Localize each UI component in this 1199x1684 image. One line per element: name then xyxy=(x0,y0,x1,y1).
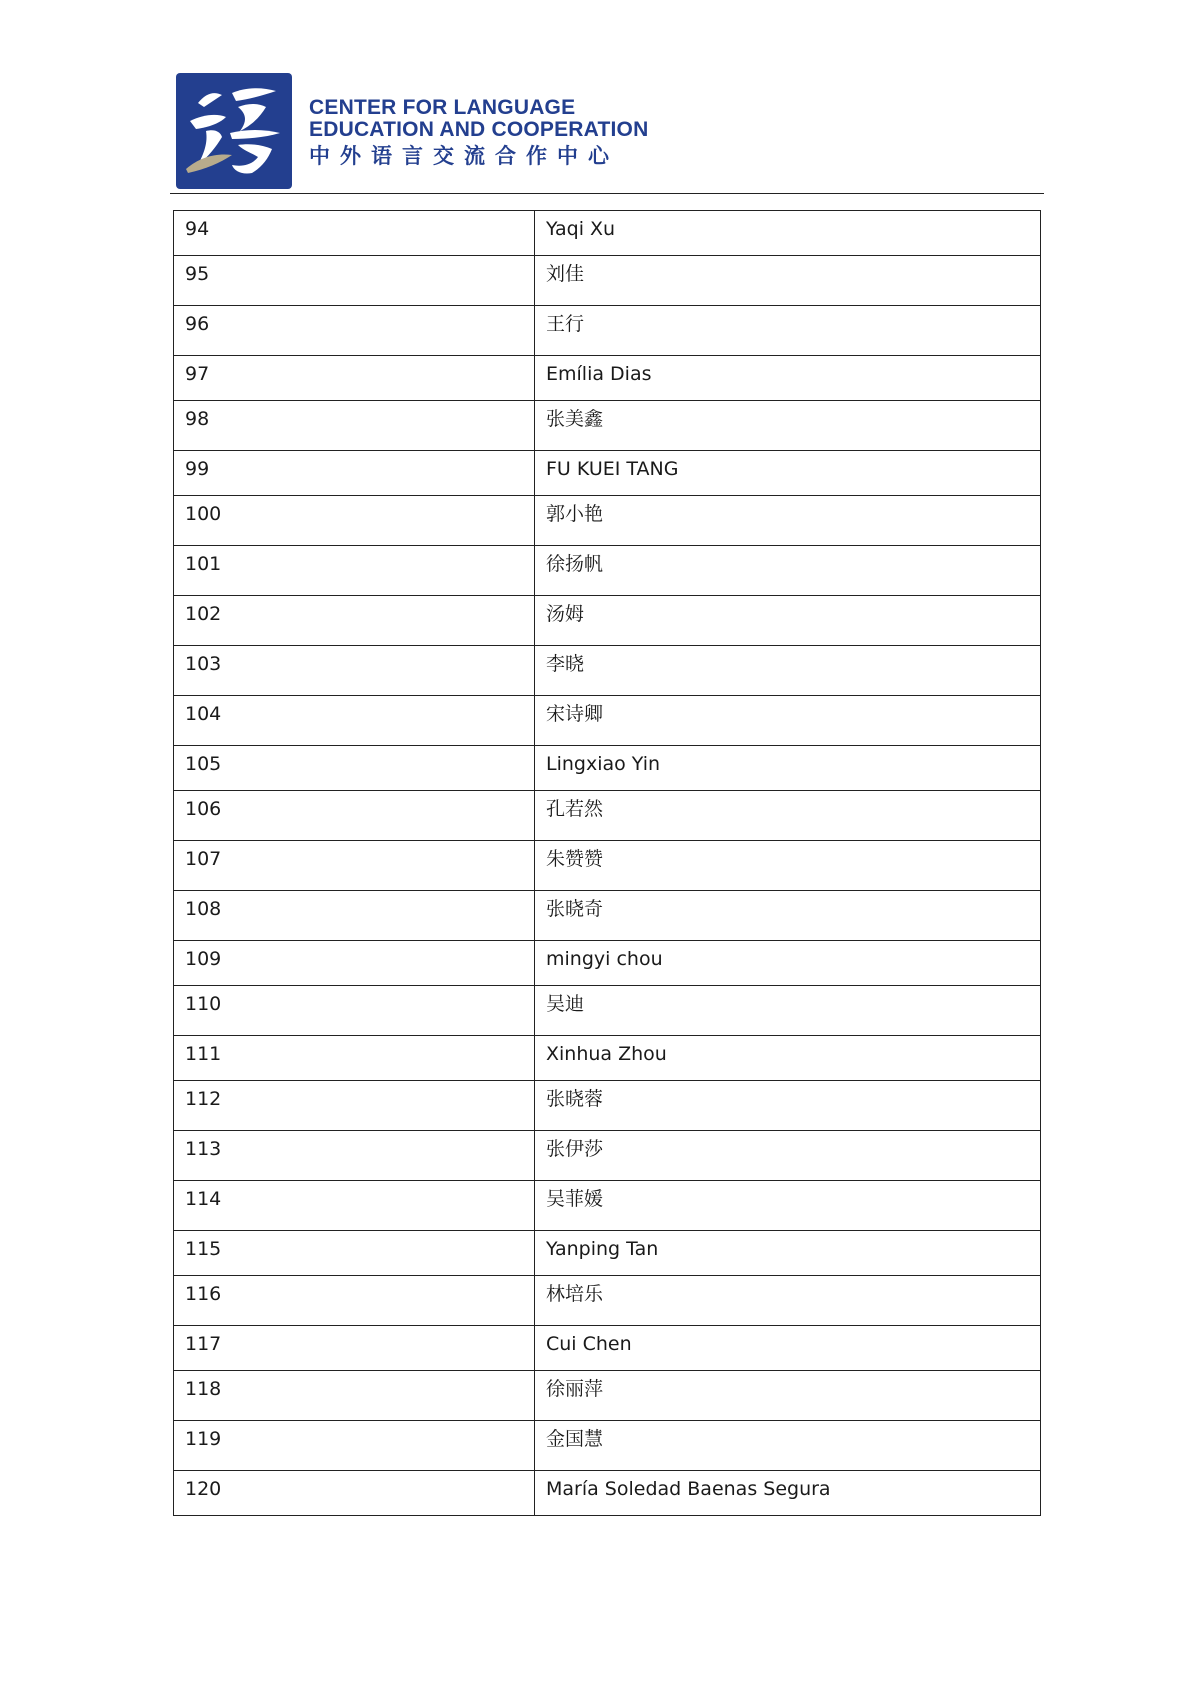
participant-name-cell: 吴迪 xyxy=(535,986,1041,1036)
table-row xyxy=(174,356,1041,401)
header-divider xyxy=(170,193,1044,194)
table-row xyxy=(174,451,1041,496)
table-row xyxy=(174,306,1041,356)
table-row xyxy=(174,986,1041,1036)
table-row xyxy=(174,546,1041,596)
row-number-cell: 100 xyxy=(174,496,535,546)
table-row xyxy=(174,596,1041,646)
table-row xyxy=(174,1371,1041,1421)
table-row xyxy=(174,1131,1041,1181)
row-number-cell: 99 xyxy=(174,451,535,496)
row-number-cell: 118 xyxy=(174,1371,535,1421)
participant-name-cell: 朱赞赞 xyxy=(535,841,1041,891)
table-row xyxy=(174,696,1041,746)
row-number-cell: 104 xyxy=(174,696,535,746)
org-name-chinese: 中外语言交流合作中心 xyxy=(309,144,619,168)
participant-name-cell: FU KUEI TANG xyxy=(535,451,1041,496)
participant-name-cell: 吴菲媛 xyxy=(535,1181,1041,1231)
participant-name-cell: 王行 xyxy=(535,306,1041,356)
row-number-cell: 116 xyxy=(174,1276,535,1326)
table-row xyxy=(174,646,1041,696)
participant-name-cell: 李晓 xyxy=(535,646,1041,696)
row-number-cell: 97 xyxy=(174,356,535,401)
participant-name-cell: 金国慧 xyxy=(535,1421,1041,1471)
table-row xyxy=(174,496,1041,546)
page-header xyxy=(176,73,1044,193)
table-row xyxy=(174,211,1041,256)
row-number-cell: 115 xyxy=(174,1231,535,1276)
table-row xyxy=(174,1036,1041,1081)
participant-name-cell: Emília Dias xyxy=(535,356,1041,401)
row-number-cell: 107 xyxy=(174,841,535,891)
row-number-cell: 103 xyxy=(174,646,535,696)
table-row xyxy=(174,1276,1041,1326)
row-number-cell: 113 xyxy=(174,1131,535,1181)
row-number-cell: 108 xyxy=(174,891,535,941)
participant-name-cell: Yanping Tan xyxy=(535,1231,1041,1276)
table-row xyxy=(174,401,1041,451)
participant-name-cell: Yaqi Xu xyxy=(535,211,1041,256)
row-number-cell: 112 xyxy=(174,1081,535,1131)
row-number-cell: 102 xyxy=(174,596,535,646)
row-number-cell: 109 xyxy=(174,941,535,986)
participant-name-cell: 刘佳 xyxy=(535,256,1041,306)
table-row xyxy=(174,1326,1041,1371)
participant-name-cell: 宋诗卿 xyxy=(535,696,1041,746)
table-row xyxy=(174,1471,1041,1516)
org-name-line-2: EDUCATION AND COOPERATION xyxy=(309,118,649,141)
participant-name-cell: 徐丽萍 xyxy=(535,1371,1041,1421)
table-row xyxy=(174,841,1041,891)
participant-name-cell: 张晓奇 xyxy=(535,891,1041,941)
participant-name-cell: 徐扬帆 xyxy=(535,546,1041,596)
participant-name-cell: mingyi chou xyxy=(535,941,1041,986)
table-row xyxy=(174,1231,1041,1276)
participant-name-cell: 汤姆 xyxy=(535,596,1041,646)
row-number-cell: 101 xyxy=(174,546,535,596)
participant-name-cell: 张晓蓉 xyxy=(535,1081,1041,1131)
participant-table-body xyxy=(174,211,1041,1516)
participant-name-cell: Lingxiao Yin xyxy=(535,746,1041,791)
participant-name-cell: 孔若然 xyxy=(535,791,1041,841)
row-number-cell: 98 xyxy=(174,401,535,451)
row-number-cell: 114 xyxy=(174,1181,535,1231)
organization-logo xyxy=(176,73,292,189)
row-number-cell: 110 xyxy=(174,986,535,1036)
participant-name-cell: Xinhua Zhou xyxy=(535,1036,1041,1081)
org-name-line-1: CENTER FOR LANGUAGE xyxy=(309,96,576,119)
yu-calligraphy-logo-icon xyxy=(176,73,292,189)
table-row xyxy=(174,791,1041,841)
participant-name-cell: Cui Chen xyxy=(535,1326,1041,1371)
participant-name-cell: 张伊莎 xyxy=(535,1131,1041,1181)
row-number-cell: 105 xyxy=(174,746,535,791)
participant-name-cell: 张美鑫 xyxy=(535,401,1041,451)
table-row xyxy=(174,1421,1041,1471)
row-number-cell: 95 xyxy=(174,256,535,306)
row-number-cell: 111 xyxy=(174,1036,535,1081)
table-row xyxy=(174,746,1041,791)
row-number-cell: 119 xyxy=(174,1421,535,1471)
participant-name-cell: 郭小艳 xyxy=(535,496,1041,546)
row-number-cell: 117 xyxy=(174,1326,535,1371)
row-number-cell: 96 xyxy=(174,306,535,356)
table-row xyxy=(174,941,1041,986)
table-row xyxy=(174,1181,1041,1231)
organization-name xyxy=(309,97,648,170)
participant-table xyxy=(173,210,1041,1516)
table-row xyxy=(174,1081,1041,1131)
row-number-cell: 120 xyxy=(174,1471,535,1516)
table-row xyxy=(174,891,1041,941)
table-row xyxy=(174,256,1041,306)
row-number-cell: 106 xyxy=(174,791,535,841)
participant-name-cell: María Soledad Baenas Segura xyxy=(535,1471,1041,1516)
row-number-cell: 94 xyxy=(174,211,535,256)
participant-name-cell: 林培乐 xyxy=(535,1276,1041,1326)
